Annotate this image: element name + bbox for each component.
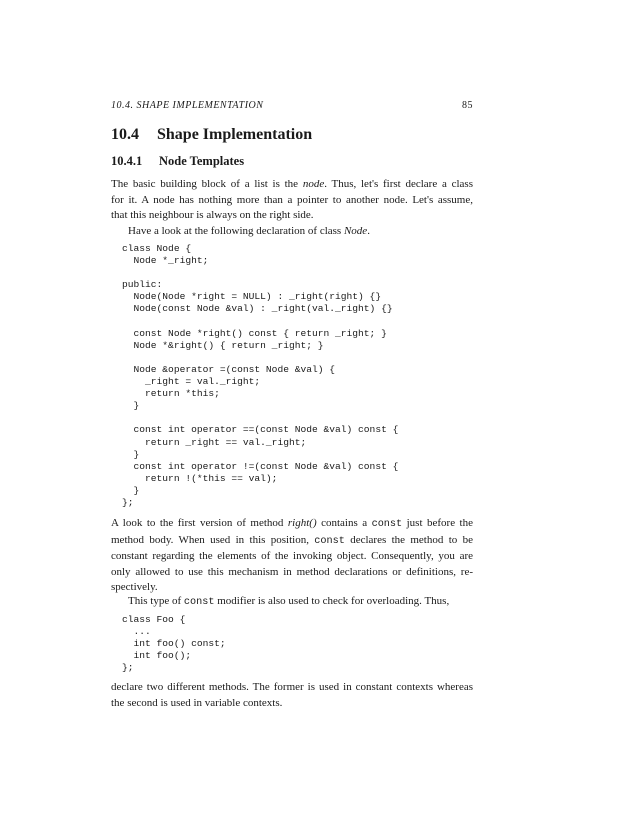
code-line: const Node *right() const { return _right; } xyxy=(122,327,387,339)
code-line: public: xyxy=(122,279,163,291)
paragraph-intro: The basic building block of a list is the node. Thus, let's first declare a class for it. A node has nothing more than a pointer to another node. Let's assume, that this neighbour is always on the right side. xyxy=(111,178,473,222)
running-title: 10.4. SHAPE IMPLEMENTATION xyxy=(111,100,264,111)
subsection-heading: Node Templates xyxy=(159,154,245,168)
code-line: Node *_right; xyxy=(122,255,209,267)
code-line: return *this; xyxy=(122,388,220,400)
subsection-number: 10.4.1 xyxy=(111,154,143,168)
paragraph-const: A look to the first version of method right() contains a const just before the method body. When used in this position, const declares the method to be constant regarding the elements of the invoking object. Consequently, you are only allowed to use this mechanism in method declarations or definitions, re- spectively. xyxy=(111,517,473,594)
paragraph-conclusion: declare two different methods. The former is used in constant contexts whereas the second is used in variable contexts. xyxy=(111,681,473,709)
code-line: }; xyxy=(122,662,134,674)
code-line: Node(const Node &val) : _right(val._right) {} xyxy=(122,303,393,315)
code-line: class Foo { xyxy=(122,614,186,625)
code-line: const int operator ==(const Node &val) const { xyxy=(122,424,399,436)
code-line: Node *&right() { return _right; } xyxy=(122,339,324,351)
code-line: int foo() const; xyxy=(122,638,226,650)
code-line: _right = val._right; xyxy=(122,376,261,388)
code-line: int foo(); xyxy=(122,650,192,662)
code-line: Node &operator =(const Node &val) { xyxy=(122,363,336,375)
paragraph-overloading: This type of const modifier is also used to check for overloading. Thus, xyxy=(128,595,450,608)
section-number: 10.4 xyxy=(111,126,139,143)
code-line: class Node { xyxy=(122,243,192,254)
code-line: }; xyxy=(122,496,134,508)
paragraph-lookat: Have a look at the following declaration of class Node. xyxy=(128,225,370,237)
subsection-title xyxy=(111,154,244,169)
code-line: ... xyxy=(122,626,151,638)
code-line: } xyxy=(122,448,140,460)
running-head xyxy=(111,100,473,111)
code-block-foo-class xyxy=(122,614,226,674)
code-line: } xyxy=(122,484,140,496)
code-line xyxy=(122,316,398,328)
code-block-node-class xyxy=(122,243,398,509)
section-heading: Shape Implementation xyxy=(157,126,313,143)
code-line: } xyxy=(122,400,140,412)
code-line xyxy=(122,352,398,364)
code-line: return !(*this == val); xyxy=(122,472,278,484)
code-line xyxy=(122,267,398,279)
section-title xyxy=(111,126,312,144)
code-line: const int operator !=(const Node &val) const { xyxy=(122,460,399,472)
code-line: return _right == val._right; xyxy=(122,436,307,448)
page-number: 85 xyxy=(462,100,473,111)
code-line xyxy=(122,412,398,424)
code-line: Node(Node *right = NULL) : _right(right) {} xyxy=(122,291,382,303)
